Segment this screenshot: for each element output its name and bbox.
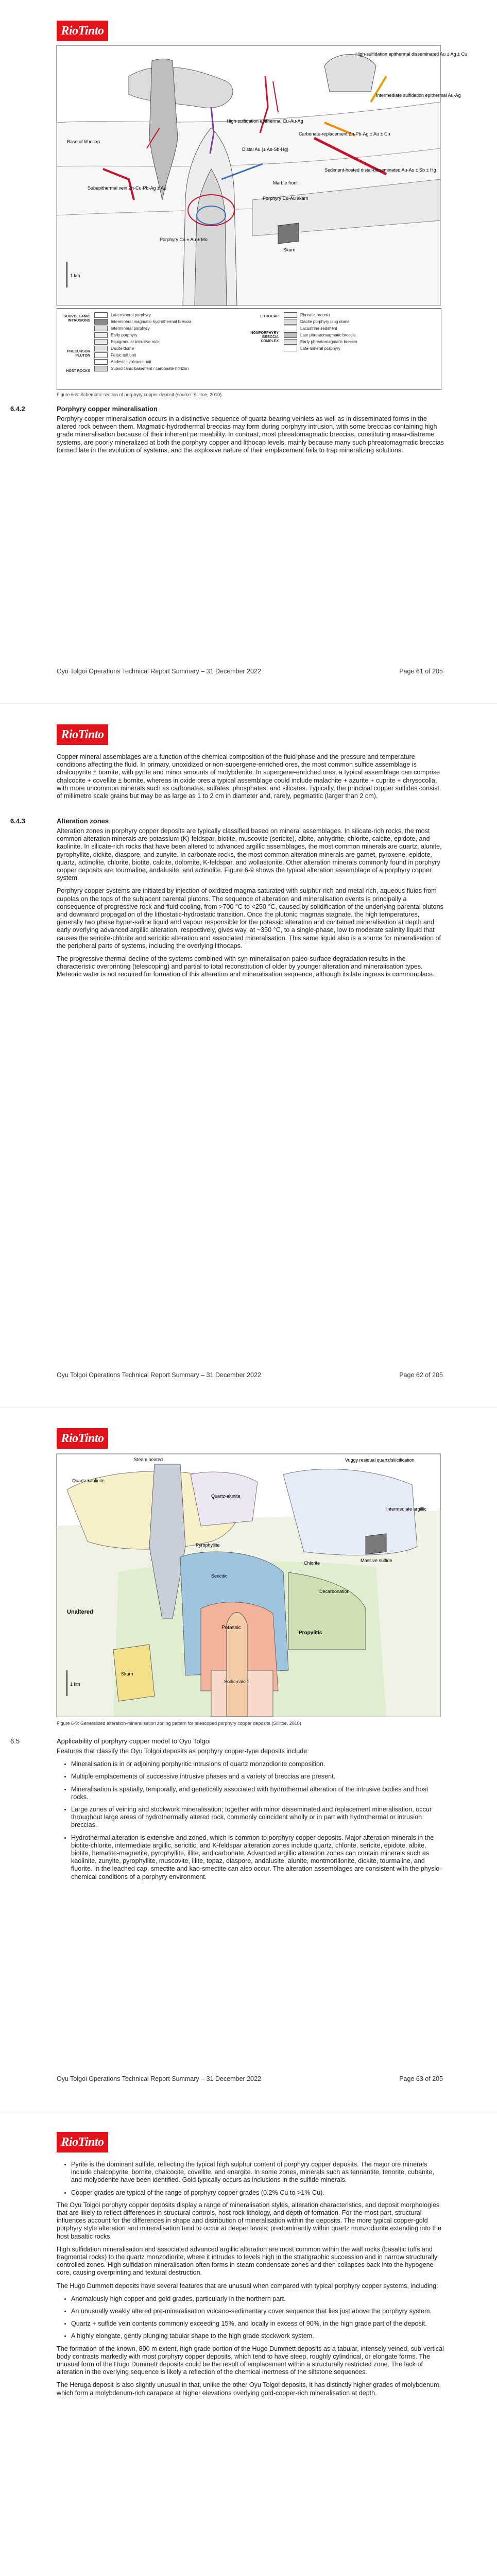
svg-text:Quartz-kaolinite	[72, 1478, 105, 1483]
label-decarb: Decarbonation	[319, 1589, 350, 1594]
figure-caption: Figure 6-9: Generalized alteration-mineralisation zoning pattern for telescoped porphyry copper deposits (Sillitoe, 2010)	[57, 1721, 301, 1726]
section-title: Applicability of porphyry copper model to Oyu Tolgoi	[57, 1737, 211, 1745]
report-page-63	[0, 1408, 497, 2111]
label-intermediate-argillic: Intermediate argillic	[386, 1506, 427, 1512]
svg-text:Base of lithocap	[67, 139, 100, 144]
svg-text:Carbonate-replacement Zn-Pb-Ag	[299, 131, 390, 137]
list-item: • Multiple emplacements of successive intrusive phases and a variety of breccias are present.	[71, 1773, 445, 1781]
label-steam-heated: Steam heated	[134, 1457, 163, 1462]
svg-text:Steam heated	[134, 1457, 163, 1462]
legend-item: Phreatic breccia	[284, 312, 357, 318]
list-item: • Large zones of veining and stockwork mineralisation; together with minor disseminated and replacement mineralisation, occur throughout large areas of hydrothermally altered rock, commonly coincident wholly or in part with hydrothermal or intrusion breccias.	[71, 1806, 445, 1829]
section-heading	[10, 1737, 453, 1745]
paragraph: High sulfidation mineralisation and associated advanced argillic alteration are most common within the wall rocks (basaltic tuffs and fragmental rocks) to the quartz monzodiorite, where it intrudes to levels high in the stratigraphic succession and in narrow structurally controlled zones. High sulfidation mineralisation often forms in steam condensate zones and then collapses back into the hypogene core, causing overprinting and textural destruction.	[57, 2245, 438, 2277]
legend-swatch	[284, 339, 297, 345]
svg-text:Decarbonation	[319, 1589, 350, 1594]
rio-tinto-logo: RioTinto	[57, 2132, 108, 2153]
list-item: • Mineralisation is spatially, temporally, and genetically associated with hydrothermal alteration of the intrusive bodies and host rocks.	[71, 1786, 445, 1801]
svg-text:1 km	[70, 1682, 80, 1687]
label-quartz-alunite: Quartz-alunite	[211, 1494, 241, 1499]
label-subepithermal: Subepithermal vein Zn-Cu-Pb-Ag ± Au	[88, 185, 167, 191]
label-intermediate: Intermediate sulfidation epithermal Au-Ag	[376, 93, 461, 98]
label-sediment-hosted: Sediment-hosted distal-disseminated Au-As ± Sb ± Hg	[324, 167, 436, 173]
svg-text:Vuggy residual quartz/silicifi	[345, 1458, 415, 1463]
legend-swatch	[94, 346, 108, 351]
legend-item: Late-mineral porphyry	[94, 312, 192, 318]
report-page-62	[0, 704, 497, 1407]
svg-text:Pyrophyllite	[196, 1543, 220, 1548]
page-number: Page 61 of 205	[399, 668, 443, 675]
paragraph: Porphyry copper systems are initiated by injection of oxidized magma saturated with sulphur-rich and metal-rich, aqueous fluids from cupolas on the tops of the subjacent parental plutons. The sequence of alteration and mineralisation events is principally a consequence of progressive rock and fluid cooling, from >700 °C to <250 °C, caused by solidification of the underlying parental plutons and downward propagation of the lithostatic-hydrostatic transition. Once the plutonic magmas stagnate, the high temperatures, generally two phase hyper-saline liquid and vapour responsible for the potassic alteration and contained mineralisation at depth and early overlying advanced argillic alteration, respectively, gives way, at ~350 °C, to a single-phase, low to moderate salinity liquid that causes the sericite-chlorite and sericitic alteration and associated mineralisation. This same liquid also is a source for mineralisation of the peripheral parts of systems, including the overlying lithocaps.	[57, 887, 443, 950]
legend-item: Subvolcanic basement / carbonate horizon	[94, 365, 192, 372]
legend-swatch	[94, 359, 108, 365]
figure-legend	[57, 308, 441, 390]
svg-text:Quartz-alunite	[211, 1494, 241, 1499]
list-item: • A highly elongate, gently plunging tabular shape to the high grade stockwork system.	[71, 2332, 445, 2340]
section-number: 6.4.3	[10, 817, 25, 825]
legend-swatch	[284, 312, 297, 318]
label-chlorite: Chlorite	[304, 1561, 320, 1566]
label-quartz-kaolinite: Quartz-kaolinite	[72, 1478, 105, 1483]
legend-item: Late-mineral porphyry	[284, 345, 357, 352]
label-sericitic: Sericitic	[211, 1573, 228, 1579]
rio-tinto-logo: RioTinto	[57, 724, 108, 745]
legend-group-subvolcanic: SUBVOLCANIC INTRUSIONS	[63, 315, 90, 323]
label-vuggy: Vuggy residual quartz/silicification	[345, 1458, 415, 1463]
alteration-zoning-figure	[57, 1454, 440, 1717]
rio-tinto-logo: RioTinto	[57, 1428, 108, 1449]
svg-text:Unaltered	[67, 1609, 93, 1615]
legend-swatch	[94, 339, 108, 345]
label-porphyry-au: Porphyry Cu-Au skarn	[263, 196, 309, 201]
paragraph: The formation of the known, 800 m extent, high grade portion of the Hugo Dummett deposits as a tabular, intensely veined, sub-vertical body contrasts markedly with most porphyry copper deposits, which tend to have steep, roughly cylindrical, or elongate forms. The unusual form of the Hugo Dummett deposits could be the result of emplacement within a structurally restricted zone. The lack of alteration in the overlying sequence is likely a reflection of the chemical inertness of the siltstone sequences.	[57, 2345, 444, 2376]
section-heading	[10, 405, 453, 413]
label-pyrophyllite: Pyrophyllite	[196, 1543, 220, 1548]
list-item: • Quartz + sulfide vein contents commonly exceeding 15%, and locally in excess of 90%, in the high grade part of the deposit.	[71, 2320, 445, 2328]
label-skarn: Skarn	[121, 1671, 133, 1676]
svg-text:High-sulfidation epithermal di	[355, 52, 467, 57]
section-body	[57, 415, 445, 460]
legend-item: Dacite porphyry plug dome	[284, 318, 357, 325]
label-sodic-calcic: Sodic-calcic	[224, 1679, 249, 1684]
report-page-61	[0, 0, 497, 703]
list-item: • Hydrothermal alteration is extensive and zoned, which is common to porphyry copper deposits. Major alteration minerals in the biotite-chlorite, intermediate argillic, sericitic, and K-feldspar alteration zones include quartz, chlorite, sericite, epidote, albite, biotite, hematite-magnetite, pyrophyllite, illite, and carbonate. Advanced argillic alteration zones can contain minerals such as kaolinite, zunyite, pyrophyllite, muscovite, illite, topaz, diaspore, andalusite, alunite, montmorillonite, dickite, tourmaline, and fluorite. In the leached cap, smectite and kao-smectite can also occur. The alteration assemblages are consistent with the physio-chemical conditions of a porphyry environment.	[71, 1834, 445, 1881]
label-distal-au: Distal Au (± As-Sb-Hg)	[242, 147, 288, 152]
rio-tinto-logo: RioTinto	[57, 21, 108, 41]
page-number: Page 62 of 205	[399, 1371, 443, 1379]
legend-group-breccia: NONPORPHYRY BRECCIA COMPLEX	[250, 331, 279, 343]
label-base-lithocap: Base of lithocap	[67, 139, 100, 144]
legend-swatch	[94, 366, 108, 371]
page-footer	[57, 1371, 443, 1379]
svg-text:Chlorite	[304, 1561, 320, 1566]
list-item: • Mineralisation is in or adjoining porphyritic intrusions of quartz monzodiorite composition.	[71, 1760, 445, 1768]
footer-title: Oyu Tolgoi Operations Technical Report Summary – 31 December 2022	[57, 2075, 261, 2082]
legend-item: Intermineral magmatic-hydrothermal breccia	[94, 318, 192, 325]
legend-group-host: HOST ROCKS	[66, 369, 90, 373]
section-title: Alteration zones	[57, 817, 109, 825]
list-item: • Copper grades are typical of the range of porphyry copper grades (0.2% Cu to >1% Cu).	[71, 2189, 445, 2197]
list-item: • An unusually weakly altered pre-mineralisation volcano-sedimentary cover sequence that lies just above the porphyry system.	[71, 2308, 445, 2315]
intro-paragraph: Copper mineral assemblages are a function of the chemical composition of the fluid phase and the pressure and temperature conditions affecting the fluid. In primary, unoxidized or non-supergene-enriched ores, the most common sulfide assemblage is chalcopyrite ± bornite, with pyrite and minor amounts of molybdenite. In supergene-enriched ores, a typical assemblage can comprise chalcocite + covellite ± bornite, whereas in oxide ores a typical assemblage could include malachite + azurite + cuprite + chrysocolla, with more uncommon minerals such as carbonates, sulfates, phosphates, and silicates. Typically, the principal copper sulfides consist of millimetre scale grains but may be as large as 1 to 2 cm in diameter and, rarely, pegmatitic (larger than 2 cm).	[57, 753, 440, 800]
svg-text:Skarn	[121, 1671, 133, 1676]
legend-swatch	[94, 332, 108, 338]
legend-swatch	[284, 346, 297, 351]
porphyry-schematic-figure	[57, 45, 467, 306]
svg-text:Marble front	[273, 180, 298, 185]
svg-text:Porphyry Cu-Au skarn	[263, 196, 309, 201]
svg-text:Subepithermal vein Zn-Cu-Pb-Ag	[88, 185, 166, 191]
svg-text:Distal Au (± As-Sb-Hg)	[242, 147, 288, 152]
svg-text:Skarn	[283, 247, 296, 252]
feature-list	[57, 2161, 445, 2197]
svg-text:Intermediate sulfidation epith	[376, 93, 461, 98]
footer-title: Oyu Tolgoi Operations Technical Report Summary – 31 December 2022	[57, 1371, 261, 1379]
section-body	[57, 2161, 445, 2402]
legend-swatch	[94, 312, 108, 318]
legend-swatch	[94, 352, 108, 358]
svg-text:Porphyry Cu ± Au ± Mo	[160, 237, 208, 242]
label-high-sulfidation-ad: High-sulfidation epithermal disseminated Au ± Ag ± Cu	[355, 52, 467, 57]
page-footer	[57, 2075, 443, 2082]
svg-text:Sericitic	[211, 1573, 228, 1579]
label-unaltered: Unaltered	[67, 1609, 93, 1615]
list-item: • Anomalously high copper and gold grades, particularly in the northern part.	[71, 2295, 445, 2303]
footer-title: Oyu Tolgoi Operations Technical Report Summary – 31 December 2022	[57, 668, 261, 675]
figure-caption: Figure 6-8: Schematic section of porphyry copper deposit (source: Sillitoe, 2010)	[57, 392, 222, 397]
section-number: 6.4.2	[10, 405, 25, 413]
paragraph: The Hugo Dummett deposits have several features that are unusual when compared with typical porphyry copper systems, including:	[57, 2282, 438, 2290]
svg-text:Sediment-hosted distal-dissemi	[324, 167, 436, 173]
page-footer	[57, 668, 443, 675]
svg-text:Potassic	[221, 1625, 241, 1631]
legend-item: Equigranular intrusive rock	[94, 338, 192, 345]
label-marble: Marble front	[273, 180, 298, 185]
label-high-sulf-vein: High-sulfidation epithermal Cu-Au-Ag	[227, 118, 303, 124]
paragraph: The Oyu Tolgoi porphyry copper deposits display a range of mineralisation styles, alteration characteristics, and deposit morphologies that are likely to reflect differences in structural controls, host rock lithology, and depth of formation. For the most part, structural influences account for the differences in shape and distribution of mineralisation within the deposits. The more typical copper-gold porphyry style alteration and mineralisation tend to occur at deeper levels; predominantly within quartz monzodiorite extending into the host basaltic rocks.	[57, 2201, 441, 2240]
legend-item: Lacustrine sediment	[284, 325, 357, 332]
svg-text:Propylitic	[299, 1630, 322, 1636]
label-massive-sulfide: Massive sulfide	[361, 1558, 392, 1563]
svg-text:High-sulfidation epithermal Cu	[227, 118, 303, 124]
label-potassic: Potassic	[221, 1625, 241, 1631]
paragraph: The Heruga deposit is also slightly unusual in that, unlike the other Oyu Tolgoi deposits, it has distinctly higher grades of molybdenum, which form a molybdenum-rich carapace at higher elevations overlying gold-copper-rich mineralisation at depth.	[57, 2381, 441, 2397]
legend-item: Late phreatomagmatic breccia	[284, 332, 357, 338]
hugo-dummett-list	[57, 2295, 445, 2341]
legend-item: Intermineral porphyry	[94, 325, 192, 332]
label-skarn: Skarn	[283, 247, 296, 252]
svg-text:Massive sulfide	[361, 1558, 392, 1563]
paragraph: Alteration zones in porphyry copper deposits are typically classified based on mineral assemblages. In silicate-rich rocks, the most common alteration minerals are potassium (K)-feldspar, biotite, muscovite (sericite), albite, anhydrite, chlorite, calcite, epidote, and kaolinite. In silicate-rich rocks that have been altered to advanced argillic assemblages, the most common minerals are quartz, alunite, pyrophyllite, dickite, diaspore, and zunyite. In carbonate rocks, the most common alteration minerals are garnet, pyroxene, epidote, quartz, actinolite, chlorite, biotite, calcite, dolomite, K-feldspar, and wollastonite. Other alteration minerals commonly found in porphyry copper deposits are tourmaline, andalusite, and actinolite. Figure 6-9 shows the typical alteration assemblage of a porphyry copper system.	[57, 827, 442, 882]
legend-swatch	[284, 326, 297, 331]
legend-item: Early phreatomagmatic breccia	[284, 338, 357, 345]
feature-list	[57, 1760, 445, 1881]
legend-item: Dacite dome	[94, 345, 192, 352]
report-page-64	[0, 2111, 497, 2576]
section-number: 6.5	[10, 1737, 20, 1745]
svg-text:Sodic-calcic	[224, 1679, 249, 1684]
section-heading	[10, 817, 453, 825]
page-number: Page 63 of 205	[399, 2075, 443, 2082]
label-carbonate-replacement: Carbonate-replacement Zn-Pb-Ag ± Au ± Cu	[299, 131, 390, 137]
legend-right-column	[284, 312, 357, 352]
section-body	[57, 1748, 445, 1886]
svg-text:Intermediate argillic	[386, 1506, 427, 1512]
legend-left-column	[94, 312, 192, 372]
legend-item: Felsic tuff unit	[94, 352, 192, 359]
section-title: Porphyry copper mineralisation	[57, 405, 158, 413]
label-porphyry-cu-au: Porphyry Cu ± Au ± Mo	[160, 237, 208, 242]
paragraph: Features that classify the Oyu Tolgoi deposits as porphyry copper-type deposits include:	[57, 1748, 309, 1755]
legend-swatch	[284, 332, 297, 338]
label-scale: 1 km	[70, 1682, 80, 1687]
paragraph: The progressive thermal decline of the systems combined with syn-mineralisation paleo-surface degradation results in the characteristic overprinting (telescoping) and partial to total reconstitution of older by younger alteration and mineralisation types. Meteoric water is not required for formation of this alteration and mineralisation sequence, although its late ingress is commonplace.	[57, 955, 435, 978]
svg-text:1 km	[70, 273, 80, 278]
legend-swatch	[284, 319, 297, 325]
list-item: • Pyrite is the dominant sulfide, reflecting the typical high sulphur content of porphyry copper deposits. The major ore minerals include chalcopyrite, bornite, chalcocite, covellite, and enargite. In some zones, minerals such as tennantite, tenorite, cubanite, and molybdenite have been identified. Gold typically occurs as inclusions in the sulfide minerals.	[71, 2161, 445, 2184]
section-body	[57, 827, 445, 984]
legend-group-precursor: PRECURSOR PLUTON	[67, 350, 90, 358]
legend-item: Andesitic volcanic unit	[94, 359, 192, 365]
legend-group-lithocap: LITHOCAP	[260, 315, 279, 318]
paragraph: Porphyry copper mineralisation occurs in a distinctive sequence of quartz-bearing veinlets as well as in disseminated forms in the altered rock between them. Magmatic-hydrothermal breccias may form during porphyry intrusion, with some breccias containing high grade mineralisation because of their inherent permeability. In contrast, most phreatomagmatic breccias, constituting maar-diatreme systems, are poorly mineralized at both the porphyry copper and lithocap levels, mainly because many such phreatomagmatic breccias formed late in the evolution of systems, and the explosive nature of their emplacement fails to trap mineralizing solutions.	[57, 415, 444, 454]
legend-item: Early porphyry	[94, 332, 192, 338]
legend-swatch	[94, 326, 108, 331]
legend-swatch	[94, 319, 108, 325]
label-scale: 1 km	[70, 273, 80, 278]
label-propylitic: Propylitic	[299, 1630, 322, 1636]
